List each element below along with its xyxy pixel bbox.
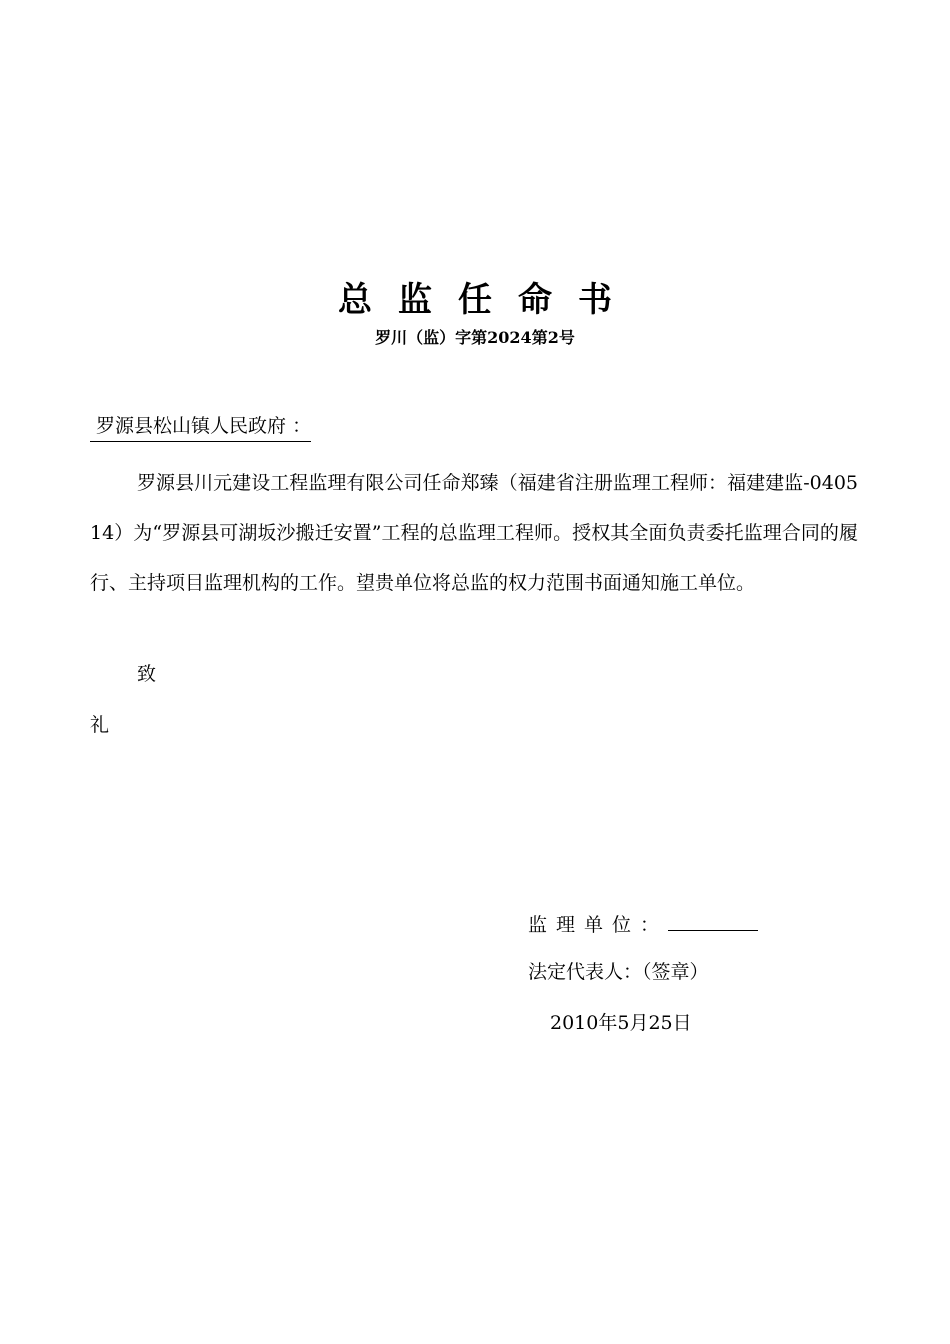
signature-date: 2010年5月25日: [550, 1012, 692, 1034]
signature-representative: 法定代表人：（签章）: [528, 961, 709, 983]
addressee: 罗源县松山镇人民政府 ：: [90, 413, 311, 442]
closing-zhi: 致: [137, 663, 157, 685]
signature-unit: [528, 908, 758, 939]
document-number: 罗川（监）字第2024第2号: [375, 328, 575, 347]
closing-li: 礼: [90, 714, 110, 736]
signature-blank-line: [668, 908, 758, 931]
document-title: 总监任命书: [338, 280, 638, 320]
body-paragraph: 罗源县川元建设工程监理有限公司任命郑臻（福建省注册监理工程师：福建建监-040514）为“罗源县可湖坂沙搬迁安置”工程的总监理工程师。授权其全面负责委托监理合同的履行、主持项目监理机构的工作。望贵单位将总监的权力范围书面通知施工单位。: [90, 472, 858, 594]
signature-unit-label: 监理单位：: [528, 914, 669, 936]
